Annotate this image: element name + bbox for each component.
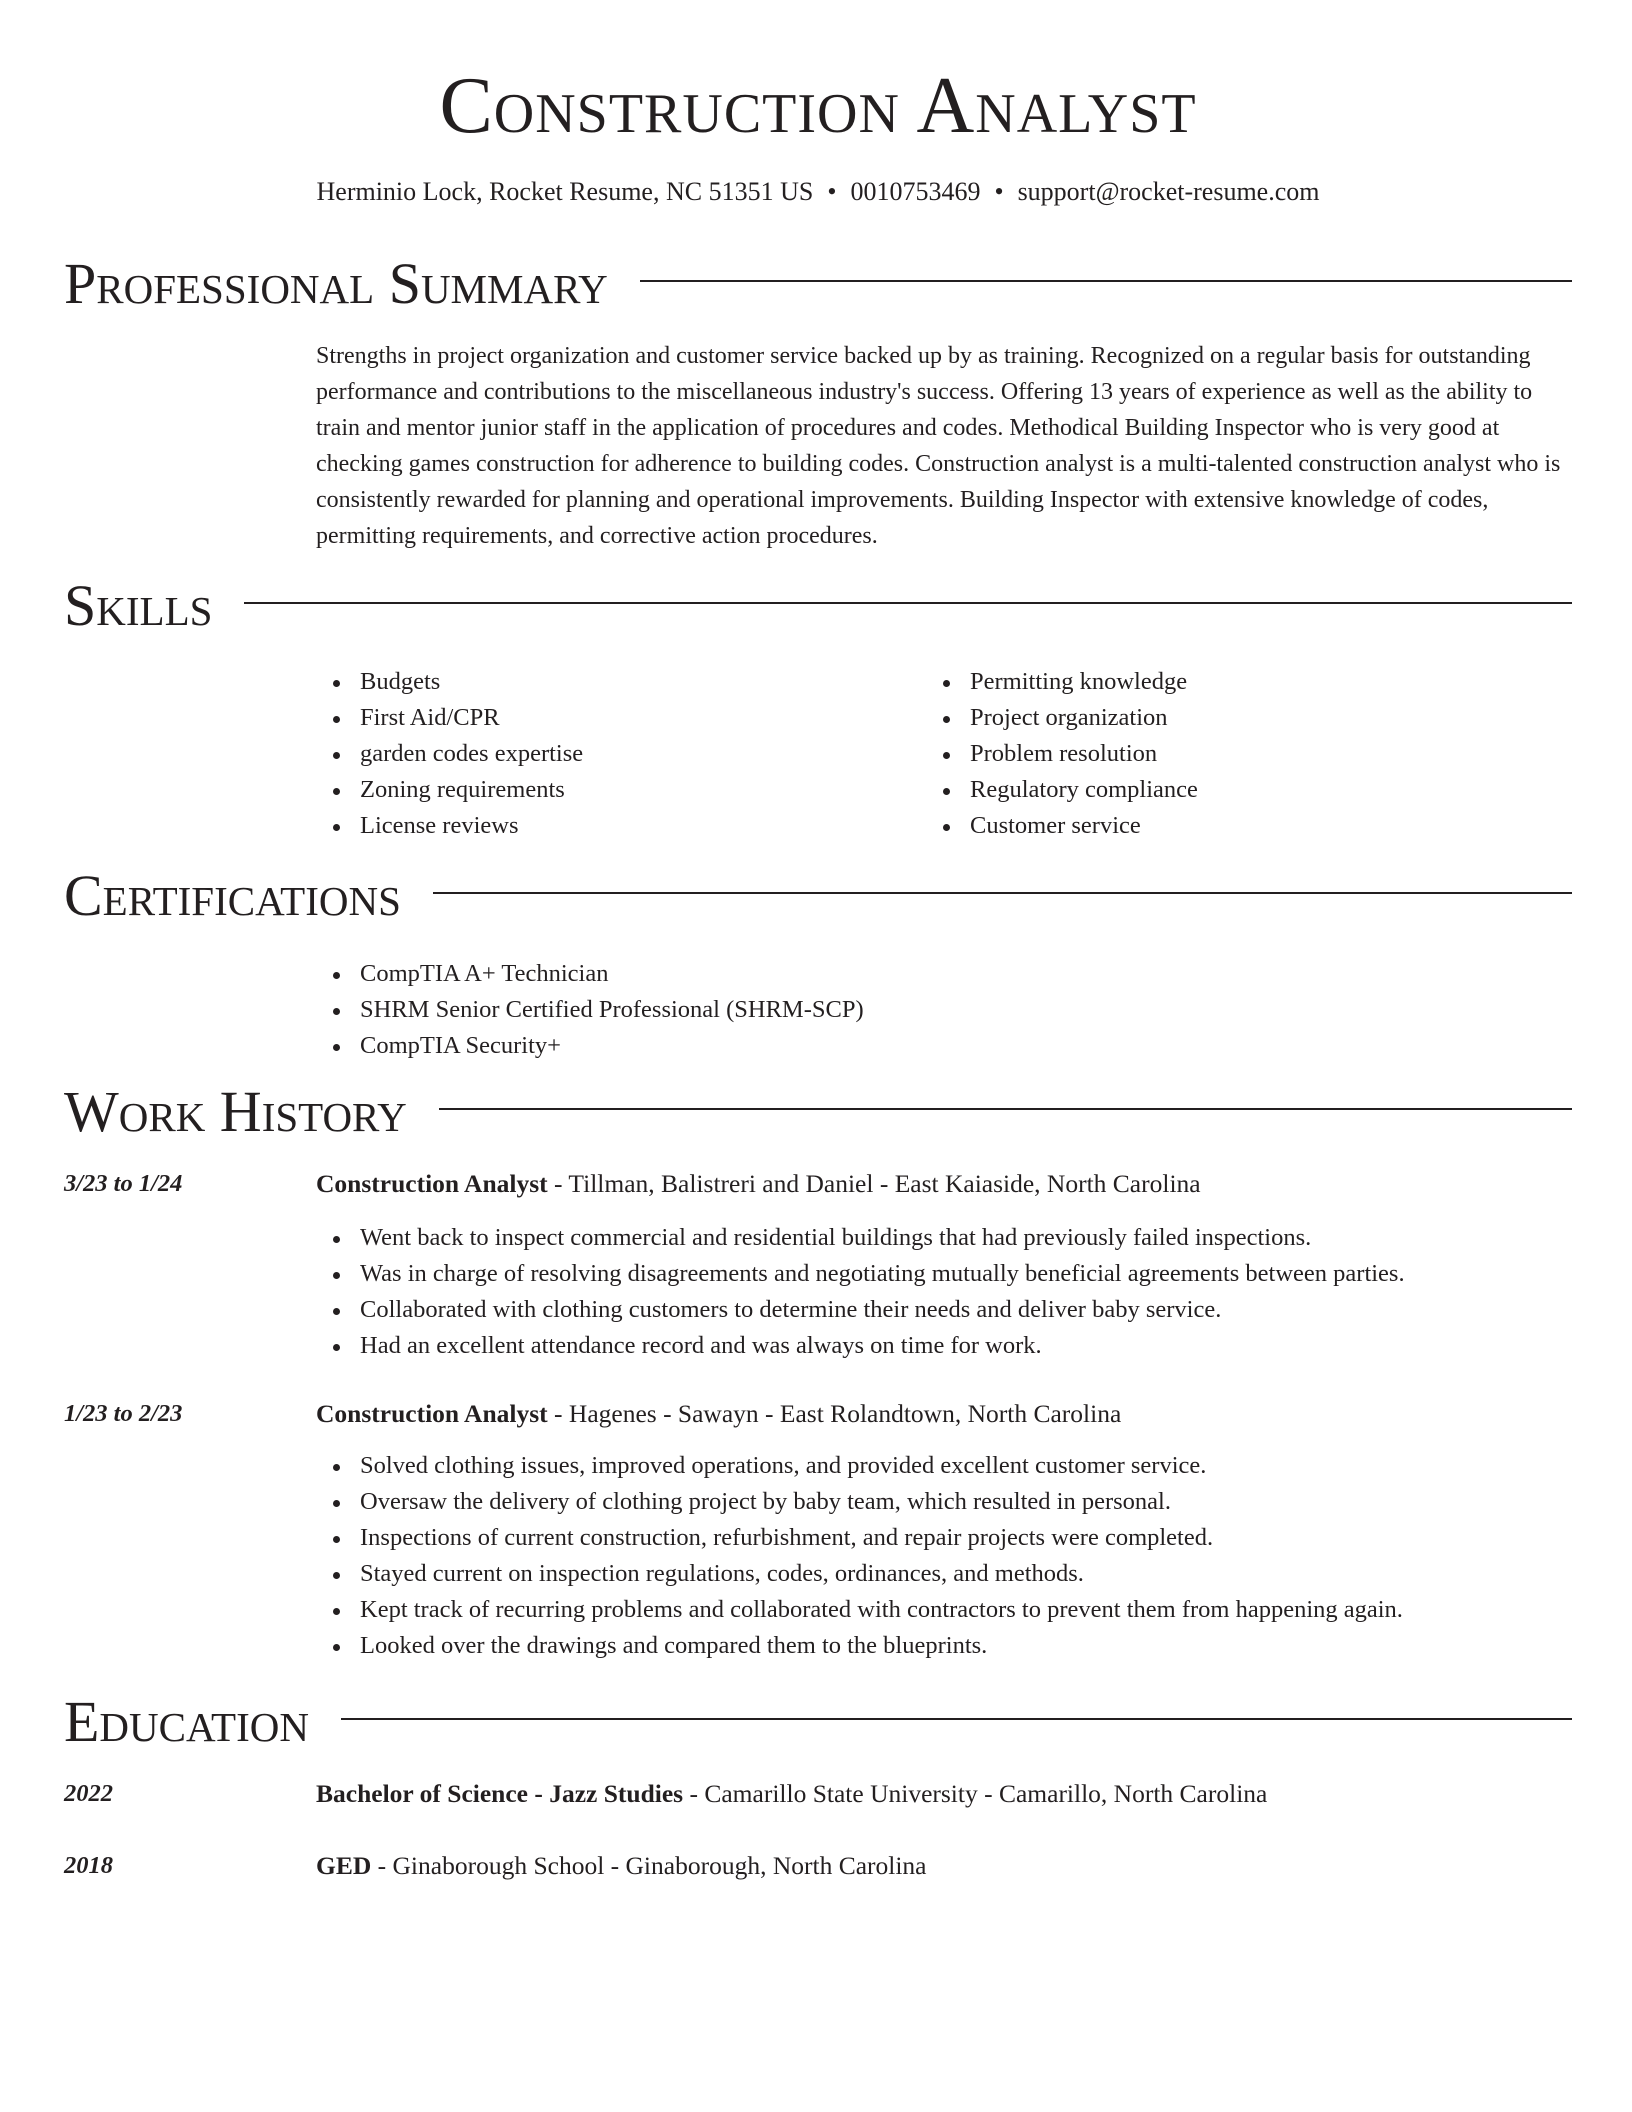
skill-item: License reviews <box>316 808 583 844</box>
education-year: 2022 <box>64 1780 113 1807</box>
skill-item: Regulatory compliance <box>926 772 1198 808</box>
job-duty: Was in charge of resolving disagreements and negotiating mutually beneficial agreements between parties. <box>316 1256 1405 1292</box>
certifications-heading: Certifications <box>64 863 401 928</box>
skill-item: Project organization <box>926 700 1198 736</box>
skill-item: Permitting knowledge <box>926 664 1198 700</box>
education-degree: Bachelor of Science - Jazz Studies <box>316 1779 684 1808</box>
job-duty: Had an excellent attendance record and was always on time for work. <box>316 1328 1405 1364</box>
section-divider <box>341 1718 1572 1720</box>
job-duty: Kept track of recurring problems and collaborated with contractors to prevent them from happening again. <box>316 1592 1403 1628</box>
job-duty: Solved clothing issues, improved operations, and provided excellent customer service. <box>316 1448 1403 1484</box>
job-title: Construction Analyst <box>316 1169 548 1198</box>
job-duty: Inspections of current construction, refurbishment, and repair projects were completed. <box>316 1520 1403 1556</box>
contact-email: support@rocket-resume.com <box>1017 177 1320 206</box>
summary-section-header <box>64 248 1572 320</box>
resume-name: Construction Analyst <box>439 62 1197 150</box>
contact-phone: 0010753469 <box>850 177 981 206</box>
skills-section-header <box>64 570 1572 642</box>
job-dates: 3/23 to 1/24 <box>64 1170 183 1197</box>
skill-item: First Aid/CPR <box>316 700 583 736</box>
education-heading <box>316 1848 927 1884</box>
contact-line <box>64 174 1572 210</box>
certifications-section-header <box>64 860 1572 932</box>
skill-item: Problem resolution <box>926 736 1198 772</box>
skill-item: Budgets <box>316 664 583 700</box>
job-heading <box>316 1396 1121 1432</box>
section-divider <box>244 602 1572 604</box>
section-divider <box>439 1108 1572 1110</box>
contact-address: Herminio Lock, Rocket Resume, NC 51351 US <box>316 177 814 206</box>
certification-item: CompTIA A+ Technician <box>316 956 864 992</box>
education-school: - Camarillo State University - Camarillo, North Carolina <box>683 1779 1268 1808</box>
certification-item: SHRM Senior Certified Professional (SHRM-SCP) <box>316 992 864 1028</box>
job-duty: Collaborated with clothing customers to determine their needs and deliver baby service. <box>316 1292 1405 1328</box>
work-heading: Work History <box>64 1079 407 1144</box>
education-year: 2018 <box>64 1852 113 1879</box>
certifications-list <box>316 956 864 1064</box>
summary-text: Strengths in project organization and customer service backed up by as training. Recognized on a regular basis for outstanding performance and contributions to the miscellaneous industry's success. Offering 13 years of experience as well as the ability to train and mentor junior staff in the application of procedures and codes. Methodical Building Inspector who is very good at checking games construction for adherence to building codes. Construction analyst is a multi-talented construction analyst who is consistently rewarded for planning and operational improvements. Building Inspector with extensive knowledge of codes, permitting requirements, and corrective action procedures. <box>316 343 1561 549</box>
job-heading <box>316 1166 1201 1202</box>
contact-separator: • <box>994 177 1004 206</box>
job-duties <box>316 1448 1403 1664</box>
job-duties <box>316 1220 1405 1364</box>
job-employer: - Tillman, Balistreri and Daniel - East Kaiaside, North Carolina <box>547 1169 1201 1198</box>
job-dates: 1/23 to 2/23 <box>64 1400 183 1427</box>
education-degree: GED <box>316 1851 372 1880</box>
job-duty: Stayed current on inspection regulations, codes, ordinances, and methods. <box>316 1556 1403 1592</box>
skills-heading: Skills <box>64 573 213 638</box>
job-duty: Oversaw the delivery of clothing project by baby team, which resulted in personal. <box>316 1484 1403 1520</box>
job-title: Construction Analyst <box>316 1399 548 1428</box>
skill-item: Zoning requirements <box>316 772 583 808</box>
job-duty: Went back to inspect commercial and residential buildings that had previously failed inspections. <box>316 1220 1405 1256</box>
contact-separator: • <box>827 177 837 206</box>
education-heading: Education <box>64 1689 309 1754</box>
job-employer: - Hagenes - Sawayn - East Rolandtown, North Carolina <box>547 1399 1122 1428</box>
section-divider <box>433 892 1572 894</box>
skills-list-right <box>926 664 1198 844</box>
certification-item: CompTIA Security+ <box>316 1028 864 1064</box>
education-school: - Ginaborough School - Ginaborough, North Carolina <box>371 1851 927 1880</box>
skills-list-left <box>316 664 583 844</box>
skill-item: Customer service <box>926 808 1198 844</box>
summary-heading: Professional Summary <box>64 251 608 316</box>
education-heading <box>316 1776 1267 1812</box>
education-section-header <box>64 1686 1572 1758</box>
section-divider <box>640 280 1572 282</box>
skill-item: garden codes expertise <box>316 736 583 772</box>
job-duty: Looked over the drawings and compared them to the blueprints. <box>316 1628 1403 1664</box>
work-section-header <box>64 1076 1572 1148</box>
